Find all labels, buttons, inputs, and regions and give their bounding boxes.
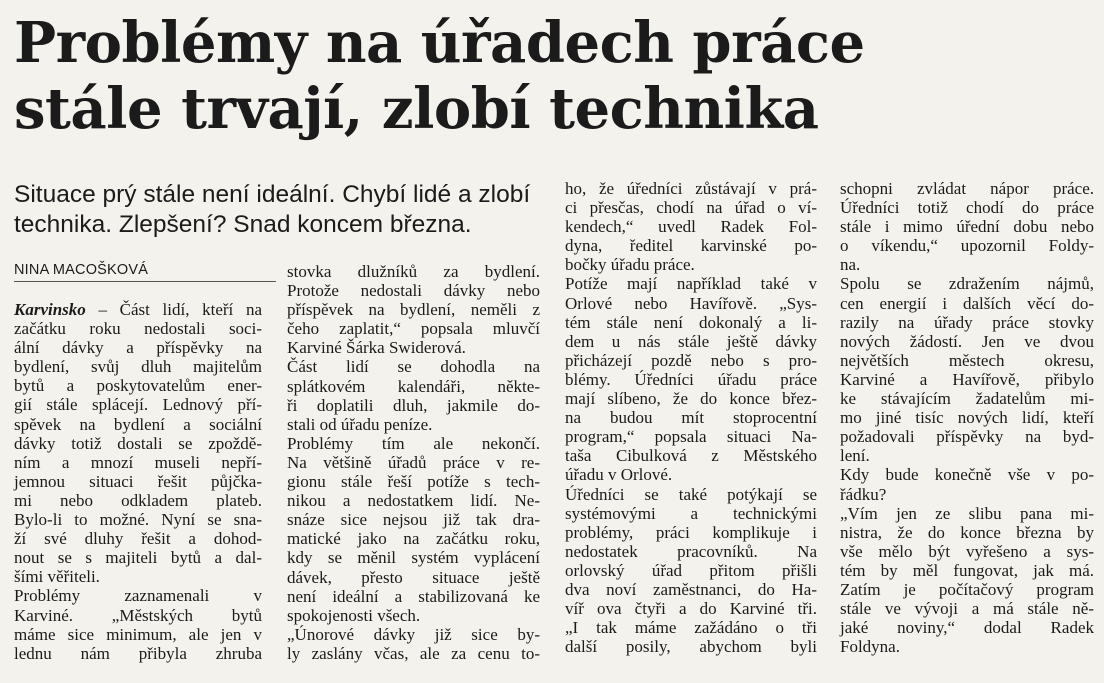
text-line: ci přesčas, chodí na úřad o ví-	[565, 198, 817, 218]
text-line: kendech,“ uvedl Radek Fol-	[565, 217, 817, 237]
text-line: bočky úřadu práce.	[565, 255, 695, 275]
text-line: stali od úřadu peníze.	[287, 414, 433, 434]
article-column-3	[565, 179, 817, 656]
text-line: Foldyna.	[840, 637, 900, 657]
text-line: příspěvek na bydlení, neměli z	[287, 300, 540, 320]
text-line: Bylo-li to možné. Nyní se sna-	[14, 510, 262, 530]
text-line: dávky totiž dostali se zpoždě-	[14, 433, 262, 453]
text-line: nových žádostí. Jen ve dvou	[840, 331, 1094, 351]
text-line: „I tak máme zažádáno o tři	[565, 618, 817, 638]
text-line: ly zaslány včas, ale za cenu to-	[287, 643, 540, 663]
text-line: Orlové nebo Havířově. „Sys-	[565, 293, 817, 313]
text-line: dva noví zaměstnanci, do Ha-	[565, 579, 817, 599]
headline-line: stále trvají, zlobí technika	[14, 76, 819, 142]
text-line: problémy, práci komplikuje i	[565, 522, 817, 542]
text-line: blémy. Úředníci úřadu práce	[565, 369, 817, 389]
subheadline-line: technika. Zlepšení? Snad koncem března.	[14, 211, 472, 238]
text-line: Na většině úřadů práce v re-	[287, 452, 540, 472]
text-line: mo jiné tisíc nových lidí, kteří	[840, 408, 1094, 428]
text-line: ním a mnozí museli nepří-	[14, 452, 262, 472]
text-line: začátku roku nedostali soci-	[14, 319, 262, 339]
text-line: požadovali příspěvky na byd-	[840, 427, 1094, 447]
text-line: ři doplatili dluh, jakmile do-	[287, 395, 540, 415]
text-line: Problémy zaznamenali v	[14, 586, 262, 606]
text-line: šími věřiteli.	[14, 567, 100, 587]
dateline-location: Karvinsko	[14, 300, 86, 319]
text-line: čeho zaplatit,“ popsala mluvčí	[287, 319, 540, 339]
article-subheadline	[14, 180, 544, 240]
text-line: nedostatek pracovníků. Na	[565, 541, 817, 561]
text-line: Karviné Šárka Swiderová.	[287, 338, 466, 358]
text-line: bydlení, svůj dluh majitelům	[14, 357, 262, 377]
text-line: Úředníci se také potýkají se	[565, 484, 817, 504]
text-line: cen energií i dalších věcí do-	[840, 293, 1094, 313]
text-line: řádku?	[840, 484, 887, 504]
text-line: o víkendu,“ upozornil Foldy-	[840, 236, 1094, 256]
subheadline-line: Situace prý stále není ideální. Chybí lidé a zlobí	[14, 181, 531, 208]
text-line: dávek, přesto situace ještě	[287, 567, 540, 587]
text-line: víř ova čtyři a do Karviné tři.	[565, 599, 817, 619]
text-line: gionu stále řeší potíže s tech-	[287, 472, 540, 492]
text-line: Problémy tím ale nekončí.	[287, 433, 540, 453]
text-line: bytů a poskytovatelům ener-	[14, 376, 262, 396]
text-line: ží své dluhy řešit a dohod-	[14, 529, 262, 549]
text-line: „Vím jen ze slibu pana mi-	[840, 503, 1094, 523]
text-line: snáze sice nejsou již tak dra-	[287, 510, 540, 530]
text-line: další posily, abychom byli	[565, 637, 817, 657]
text-line: ální dávky a příspěvky na	[14, 338, 262, 358]
article-column-1	[14, 300, 262, 663]
text-line: jemnou situaci řešit půjčka-	[14, 471, 262, 491]
text-line: tém stále není dokonalý a li-	[565, 312, 817, 332]
text-line: stále i mimo úřední dobu nebo	[840, 217, 1094, 237]
text-line: Potíže mají například také v	[565, 274, 817, 294]
text-line: Karviné a Havířově, přibylo	[840, 369, 1094, 389]
article-headline	[14, 10, 1094, 142]
text-line: „Únorové dávky již sice by-	[287, 624, 540, 644]
text-line: splátkovém kalendáři, někte-	[287, 376, 540, 396]
text-line: spěvek na bydlení a sociální	[14, 414, 262, 434]
text-line: matické jako na začátku roku,	[287, 529, 540, 549]
text-line: jaké noviny,“ dodal Radek	[840, 618, 1094, 638]
text-line: Spolu se zdražením nájmů,	[840, 274, 1094, 294]
text-line: ho, že úředníci zůstávají v prá-	[565, 179, 817, 198]
text-line: Karvinsko – Část lidí, kteří na	[14, 300, 262, 319]
text-line: gií stále splácejí. Lednový pří-	[14, 395, 262, 415]
text-line: Kdy bude konečně vše v po-	[840, 465, 1094, 485]
text-line: stovka dlužníků za bydlení.	[287, 262, 540, 281]
text-line: taša Cibulková z Městského	[565, 446, 817, 466]
text-line: nout se s majiteli bytů a dal-	[14, 548, 262, 568]
text-line: systémovými a technickými	[565, 503, 817, 523]
text-line: orlovský úřad přitom přišli	[565, 560, 817, 580]
text-line: na budou mít stoprocentní	[565, 408, 817, 428]
text-line: tém by měl fungovat, jak má.	[840, 560, 1094, 580]
text-line: Část lidí se dohodla na	[287, 357, 540, 377]
text-line: Karviné. „Městských bytů	[14, 605, 262, 625]
text-line: největších městech okresu,	[840, 350, 1094, 370]
article-column-2	[287, 262, 540, 663]
text-line: lednu nám přibyla zhruba	[14, 643, 262, 663]
text-line: stále ve vývoji a má stále ně-	[840, 599, 1094, 619]
text-line: máme sice minimum, ale jen v	[14, 624, 262, 644]
article-column-4	[840, 179, 1094, 656]
text-line: na.	[840, 255, 861, 275]
author-byline: NINA MACOŠKOVÁ	[14, 262, 276, 282]
text-line: nikou a nedostatkem lidí. Ne-	[287, 491, 540, 511]
text-line: Úředníci totiž chodí do práce	[840, 198, 1094, 218]
text-line: ke stávajícím žadatelům mi-	[840, 389, 1094, 409]
text-line: úřadu v Orlové.	[565, 465, 673, 485]
text-line: spokojenosti všech.	[287, 605, 421, 625]
text-line: Protože nedostali dávky nebo	[287, 281, 540, 301]
text-line: dyna, ředitel karvinské po-	[565, 236, 817, 256]
headline-line: Problémy na úřadech práce	[14, 10, 865, 76]
text-line: dem u nás stále ještě dávky	[565, 331, 817, 351]
text-line: kdy se měnil systém vyplácení	[287, 548, 540, 568]
text-line: razily na úřady práce stovky	[840, 312, 1094, 332]
text-line: nistra, že do konce března by	[840, 522, 1094, 542]
text-line: schopni zvládat nápor práce.	[840, 179, 1094, 198]
text-line: program,“ popsala situaci Na-	[565, 427, 817, 447]
text-line: Zatím je počítačový program	[840, 579, 1094, 599]
text-line: mi nebo odkladem plateb.	[14, 490, 262, 510]
text-line: vše mělo být vyřešeno a sys-	[840, 541, 1094, 561]
text-line: mají slíbeno, že do konce břez-	[565, 389, 817, 409]
text-line: přicházejí pozdě nebo s pro-	[565, 350, 817, 370]
text-line: není ideální a stabilizovaná ke	[287, 586, 540, 606]
text-line: lení.	[840, 446, 870, 466]
